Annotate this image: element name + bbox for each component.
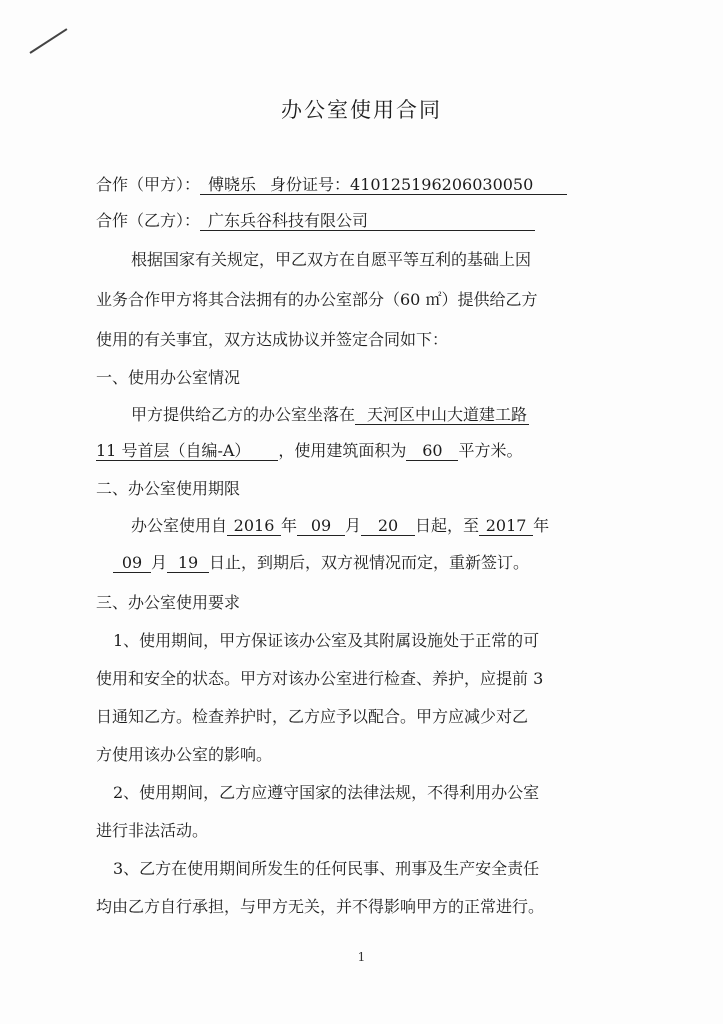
area-text: ，使用建筑面积为: [278, 441, 407, 460]
party-b-name: 广东兵谷科技有限公司: [200, 212, 535, 231]
party-a-id-label: 身份证号：: [270, 175, 351, 194]
section-2-heading: 二、办公室使用期限: [96, 479, 241, 498]
start-month: 09: [297, 517, 345, 536]
end-year-unit: 年: [533, 516, 550, 535]
section-1-line-1: [131, 405, 529, 425]
intro-line-3: 使用的有关事宜，双方达成协议并签定合同如下：: [96, 330, 449, 349]
start-year: 2016: [227, 517, 281, 536]
start-month-unit: 月: [345, 516, 362, 535]
end-day: 19: [167, 554, 209, 573]
party-a-id-number: 410125196206030050: [350, 175, 534, 194]
end-month-unit: 月: [151, 553, 168, 572]
section-1-text: 甲方提供给乙方的办公室坐落在: [131, 405, 356, 424]
section-1-heading: 一、使用办公室情况: [96, 368, 241, 387]
party-b-line: [96, 211, 535, 231]
item-2-line-2: 进行非法活动。: [96, 821, 209, 840]
end-year: 2017: [479, 517, 533, 536]
scan-mark: [29, 28, 67, 54]
party-a-label: 合作（甲方）：: [96, 175, 201, 194]
item-3-line-2: 均由乙方自行承担，与甲方无关，并不得影响甲方的正常进行。: [96, 897, 545, 916]
area-unit: 平方米。: [458, 441, 523, 460]
party-a-line: [96, 175, 567, 195]
end-month: 09: [113, 554, 151, 573]
item-1-line-2: 使用和安全的状态。甲方对该办公室进行检查、养护，应提前 3: [96, 669, 544, 688]
page-number: 1: [357, 950, 366, 964]
intro-line-2: 业务合作甲方将其合法拥有的办公室部分（60 ㎡）提供给乙方: [96, 290, 538, 309]
start-year-unit: 年: [281, 516, 298, 535]
section-2-line-1: [131, 516, 549, 536]
section-1-line-2: [96, 441, 522, 461]
section-2-line-2: [113, 553, 529, 573]
page-title: 办公室使用合同: [281, 98, 442, 122]
party-a-underline: [200, 176, 567, 195]
period-text: 办公室使用自: [131, 516, 228, 535]
party-a-name: 傅晓乐: [208, 175, 257, 194]
item-2-line-1: 2、使用期间，乙方应遵守国家的法律法规，不得利用办公室: [113, 783, 540, 802]
start-day-unit: 日起，至: [415, 516, 480, 535]
item-1-line-3: 日通知乙方。检查养护时，乙方应予以配合。甲方应减少对乙: [96, 707, 529, 726]
item-1-line-1: 1、使用期间，甲方保证该办公室及其附属设施处于正常的可: [113, 631, 540, 650]
item-1-line-4: 方使用该办公室的影响。: [96, 745, 273, 764]
intro-line-1: 根据国家有关规定，甲乙双方在自愿平等互利的基础上因: [131, 250, 532, 269]
location-part-2: 11 号首层（自编-A）: [96, 442, 278, 461]
section-3-heading: 三、办公室使用要求: [96, 593, 241, 612]
period-end-text: 日止，到期后，双方视情况而定，重新签订。: [209, 553, 530, 572]
location-part-1: 天河区中山大道建工路: [355, 406, 529, 425]
item-3-line-1: 3、乙方在使用期间所发生的任何民事、刑事及生产安全责任: [113, 859, 540, 878]
area-value: 60: [406, 442, 458, 461]
start-day: 20: [361, 517, 415, 536]
party-b-label: 合作（乙方）：: [96, 211, 201, 230]
